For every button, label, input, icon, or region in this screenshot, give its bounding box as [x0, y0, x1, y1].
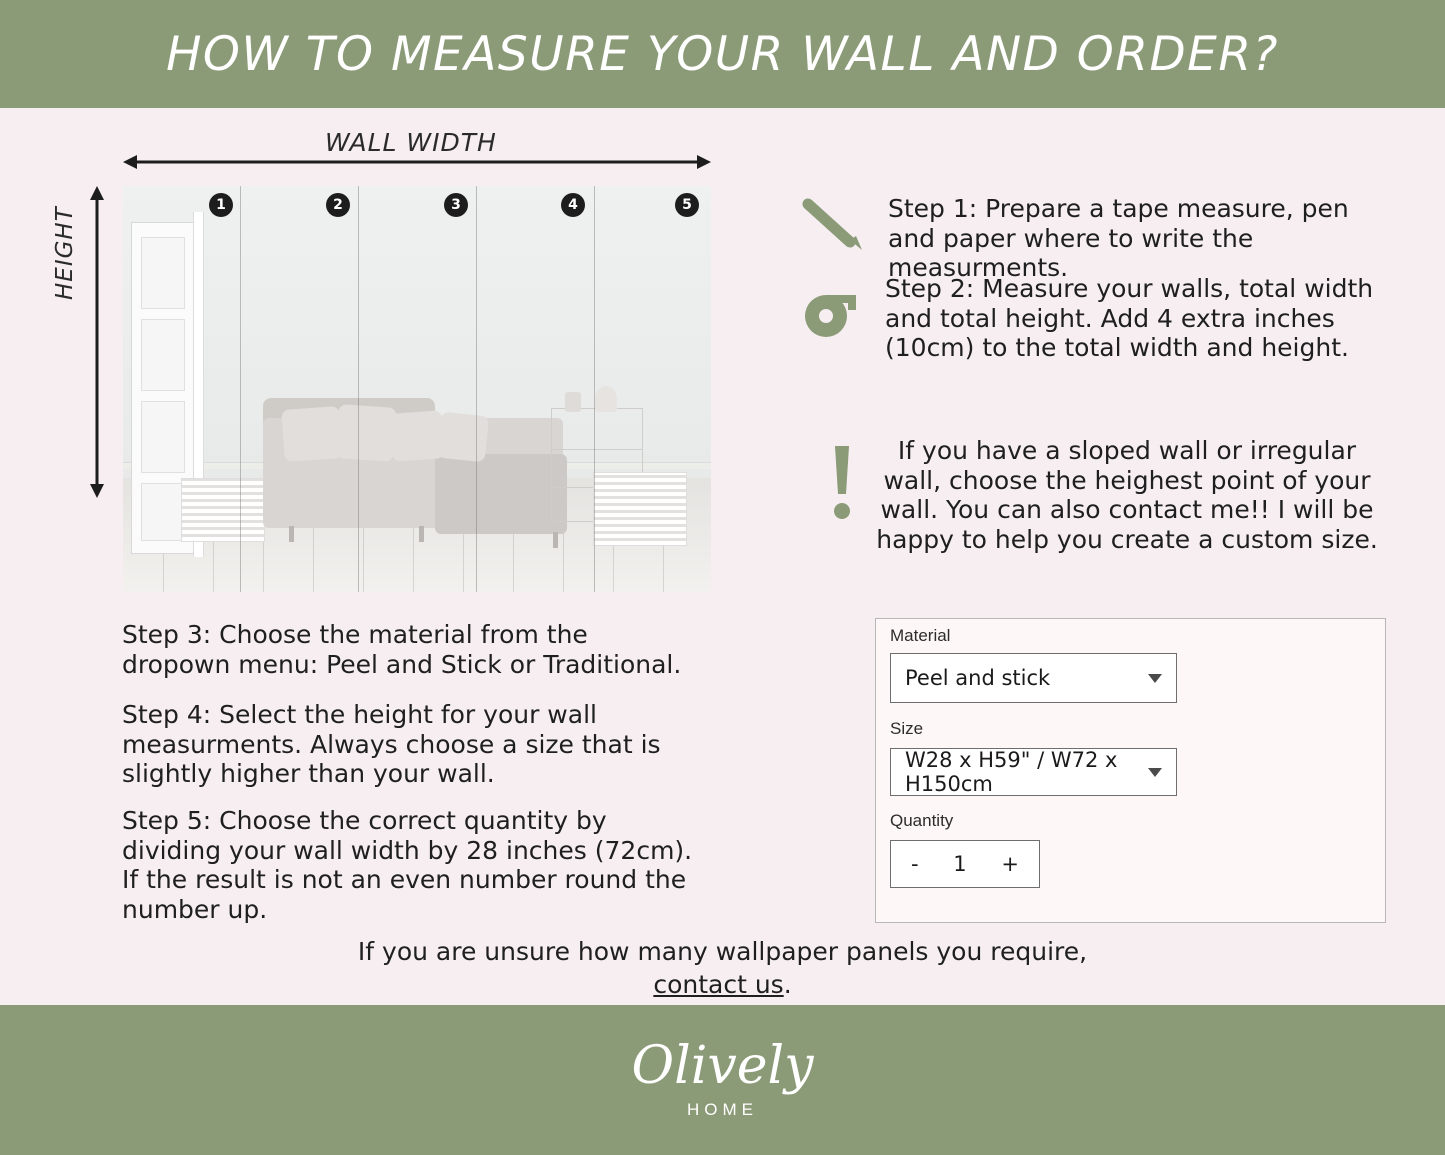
- sofa-leg: [419, 526, 424, 542]
- exclamation-icon: [822, 444, 862, 524]
- panel-divider: [358, 186, 359, 592]
- vase: [565, 392, 581, 412]
- unsure-note: [0, 936, 1445, 1001]
- material-select[interactable]: [890, 653, 1177, 703]
- step-5-text: Step 5: Choose the correct quantity by dividing your wall width by 28 inches (72cm). If the result is not an even number round the number up.: [122, 806, 693, 924]
- size-select[interactable]: [890, 748, 1177, 796]
- pencil-icon: [800, 196, 864, 250]
- book-stack-right: [593, 472, 687, 546]
- header-bar: [0, 0, 1445, 108]
- panel-divider: [594, 186, 595, 592]
- step-5: [122, 806, 702, 924]
- step-1-text: Step 1: Prepare a tape measure, pen and paper where to write the measurments.: [888, 194, 1349, 282]
- unsure-note-line1: If you are unsure how many wallpaper panels you require,: [357, 937, 1088, 966]
- quantity-increment-button[interactable]: +: [1001, 852, 1019, 876]
- sloped-wall-note: [872, 436, 1382, 554]
- footer-bar: [0, 1005, 1445, 1155]
- sofa-leg: [289, 526, 294, 542]
- tape-measure-icon: [802, 288, 874, 344]
- sofa-chaise: [435, 454, 567, 534]
- cushion: [437, 412, 490, 463]
- panel-number-badge-3: 3: [444, 193, 468, 217]
- step-4-text: Step 4: Select the height for your wall measurments. Always choose a size that is slightly higher than your wall.: [122, 700, 661, 788]
- panel-number-badge-2: 2: [326, 193, 350, 217]
- size-select-value: W28 x H59" / W72 x H150cm: [905, 748, 1118, 796]
- room-preview-image: [123, 186, 711, 592]
- panel-divider: [476, 186, 477, 592]
- chevron-down-icon: [1148, 768, 1162, 777]
- panel-divider: [240, 186, 241, 592]
- sofa-leg: [553, 532, 558, 548]
- material-label: Material: [890, 626, 951, 645]
- wall-height-arrow-icon: [86, 186, 108, 498]
- wall-width-label: WALL WIDTH: [325, 128, 497, 157]
- panel-number-badge-4: 4: [561, 193, 585, 217]
- wall-height-label: HEIGHT: [52, 206, 78, 300]
- brand-subtitle: HOME: [687, 1100, 758, 1119]
- step-2: [885, 274, 1385, 363]
- panel-number-badge-1: 1: [209, 193, 233, 217]
- brand-name: Olively: [631, 1036, 814, 1096]
- material-select-value: Peel and stick: [905, 666, 1051, 690]
- vase: [595, 386, 617, 412]
- cushion: [389, 410, 444, 462]
- chevron-down-icon: [1148, 674, 1162, 683]
- quantity-label: Quantity: [890, 811, 954, 830]
- unsure-note-period: .: [783, 969, 792, 999]
- quantity-stepper[interactable]: [890, 840, 1040, 888]
- step-3: [122, 620, 682, 679]
- panel-number-badge-5: 5: [675, 193, 699, 217]
- page-title: HOW TO MEASURE YOUR WALL AND ORDER?: [166, 26, 1279, 82]
- step-2-text: Step 2: Measure your walls, total width and total height. Add 4 extra inches (10cm) to the total width and height.: [885, 274, 1374, 362]
- book-stack-left: [181, 478, 265, 542]
- step-1: [888, 194, 1388, 283]
- quantity-value[interactable]: 1: [953, 852, 967, 876]
- wall-width-arrow-icon: [123, 152, 711, 172]
- step-4: [122, 700, 682, 789]
- quantity-decrement-button[interactable]: -: [911, 852, 919, 876]
- cushion: [335, 404, 397, 462]
- step-3-text: Step 3: Choose the material from the dropown menu: Peel and Stick or Traditional.: [122, 620, 682, 679]
- contact-us-link[interactable]: contact us: [653, 969, 784, 999]
- cushion: [281, 406, 342, 462]
- sloped-wall-note-text: If you have a sloped wall or irregular wall, choose the heighest point of your wall. You can also contact me!! I will be happy to help you create a custom size.: [876, 436, 1378, 554]
- size-label: Size: [890, 719, 924, 738]
